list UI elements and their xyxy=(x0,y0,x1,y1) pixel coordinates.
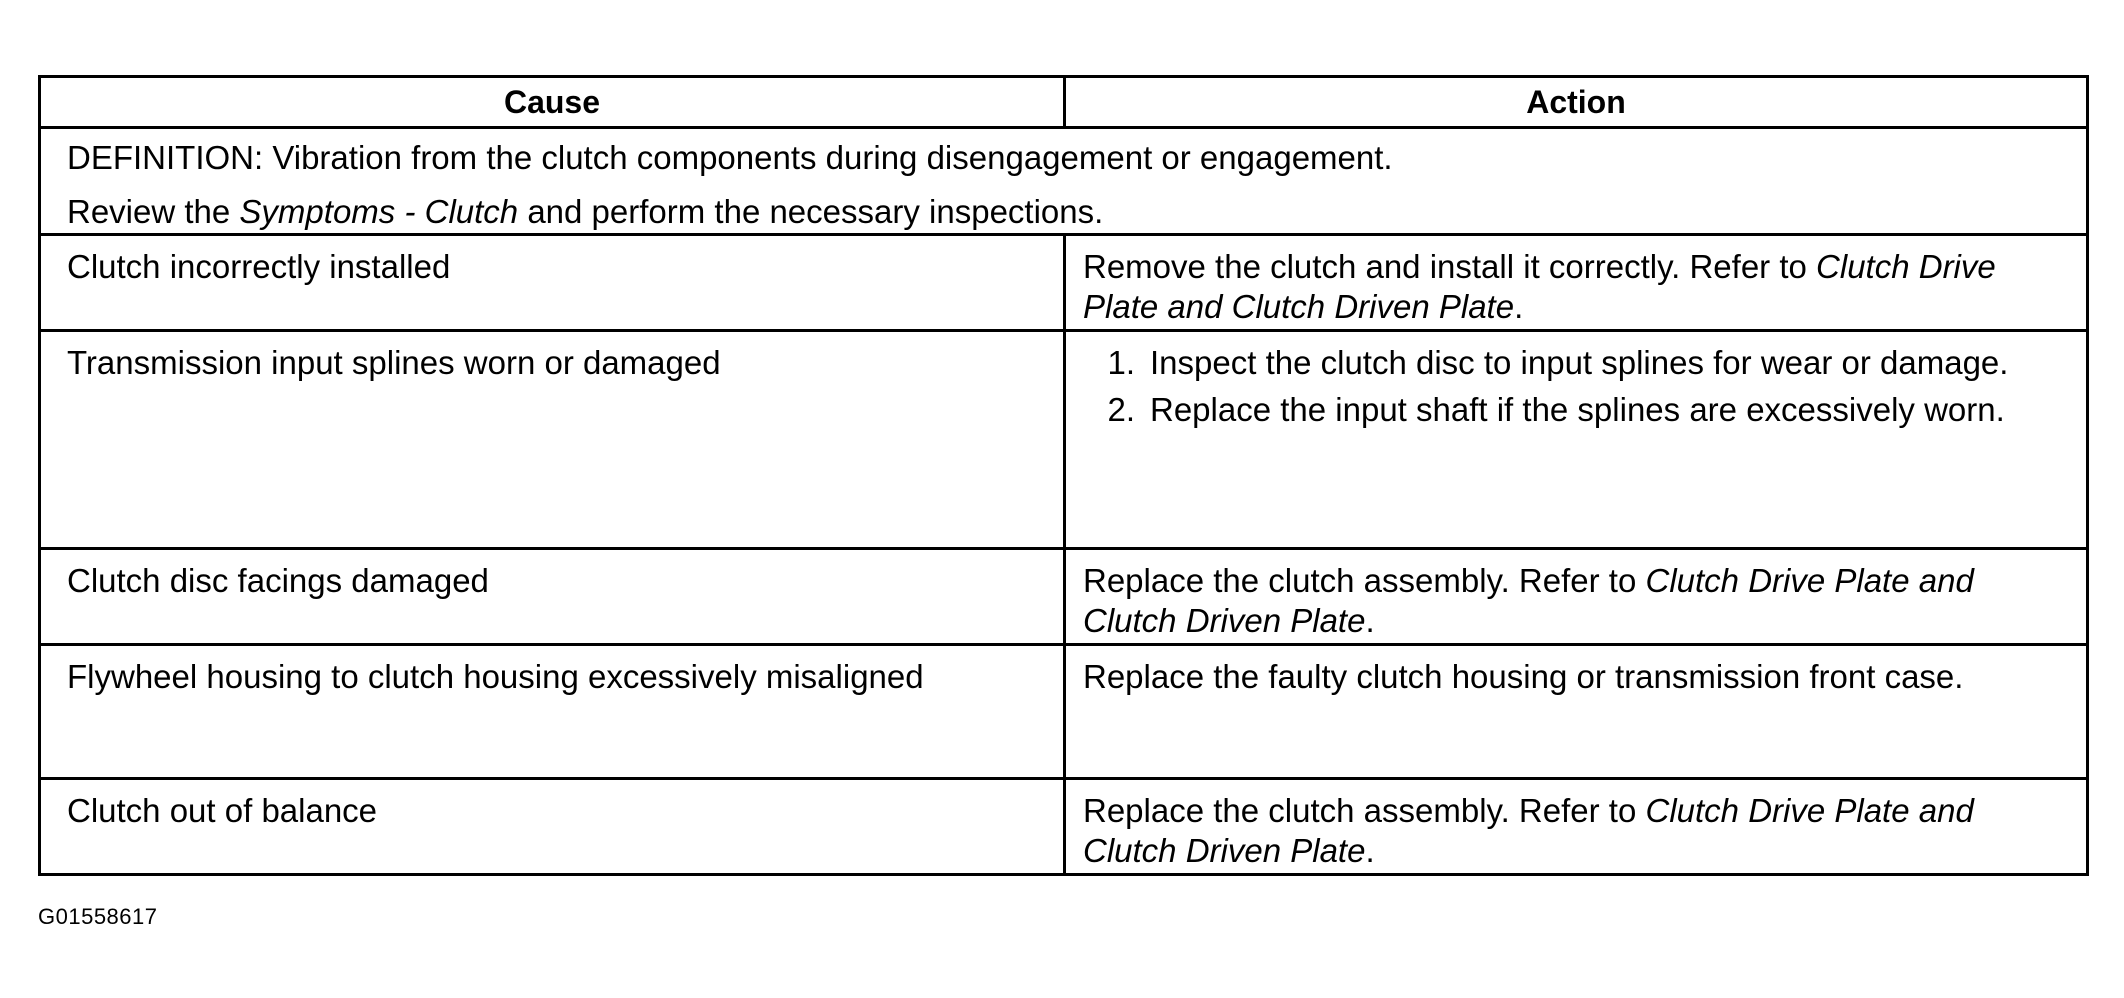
action-column-header: Action xyxy=(1065,77,2088,128)
action-cell xyxy=(1065,549,2088,645)
procedure-reference: Clutch Drive Plate and Clutch Driven Plate xyxy=(1083,792,1974,869)
action-text-suffix: . xyxy=(1514,288,1524,325)
table-row xyxy=(40,645,2088,779)
table-row xyxy=(40,331,2088,549)
cause-cell xyxy=(40,331,1065,549)
cause-cell xyxy=(40,235,1065,331)
cause-cell xyxy=(40,645,1065,779)
review-instruction xyxy=(67,192,2086,232)
procedure-reference: Clutch Drive Plate and Clutch Driven Plate xyxy=(1083,248,1996,325)
definition-cell xyxy=(40,128,2088,235)
cause-text: Clutch out of balance xyxy=(67,792,378,829)
definition-row xyxy=(40,128,2088,235)
symptoms-clutch-reference: Symptoms - Clutch xyxy=(239,193,519,230)
action-text-prefix: Replace the faulty clutch housing or transmission front case. xyxy=(1083,658,1964,695)
procedure-reference: Clutch Drive Plate and Clutch Driven Plate xyxy=(1083,562,1974,639)
action-cell xyxy=(1065,331,2088,549)
cause-text: Transmission input splines worn or damaged xyxy=(67,344,721,381)
figure-id-label: G01558617 xyxy=(38,904,158,929)
action-text-suffix: . xyxy=(1365,602,1375,639)
cause-text: Flywheel housing to clutch housing excessively misaligned xyxy=(67,658,924,695)
step-item xyxy=(1066,343,2072,383)
review-text-prefix: Review the xyxy=(67,193,240,230)
action-text-suffix: . xyxy=(1365,832,1375,869)
action-steps xyxy=(1066,332,2086,430)
step-text: Inspect the clutch disc to input splines for wear or damage. xyxy=(1150,344,2009,381)
cause-text: Clutch incorrectly installed xyxy=(67,248,451,285)
action-text-prefix: Remove the clutch and install it correctly. Refer to xyxy=(1083,248,1817,285)
action-cell xyxy=(1065,779,2088,875)
action-text-prefix: Replace the clutch assembly. Refer to xyxy=(1083,562,1646,599)
action-text xyxy=(1066,236,2086,327)
table-row xyxy=(40,779,2088,875)
cause-cell xyxy=(40,549,1065,645)
step-text: Replace the input shaft if the splines are excessively worn. xyxy=(1150,391,2005,428)
action-cell xyxy=(1065,235,2088,331)
step-number: 1. xyxy=(1107,344,1135,381)
action-text xyxy=(1066,780,2086,871)
review-text-suffix: and perform the necessary inspections. xyxy=(518,193,1104,230)
definition-text: DEFINITION: Vibration from the clutch components during disengagement or engagement. xyxy=(67,139,1393,176)
diagnostic-table xyxy=(38,75,2089,876)
step-number: 2. xyxy=(1107,391,1135,428)
action-text xyxy=(1066,550,2086,641)
header-row xyxy=(40,77,2088,128)
table-row xyxy=(40,235,2088,331)
cause-column-header: Cause xyxy=(40,77,1065,128)
steps-list xyxy=(1066,343,2072,430)
table-row xyxy=(40,549,2088,645)
cause-cell xyxy=(40,779,1065,875)
cause-text: Clutch disc facings damaged xyxy=(67,562,489,599)
action-text xyxy=(1066,646,2086,697)
action-cell xyxy=(1065,645,2088,779)
step-item xyxy=(1066,390,2072,430)
action-text-prefix: Replace the clutch assembly. Refer to xyxy=(1083,792,1646,829)
